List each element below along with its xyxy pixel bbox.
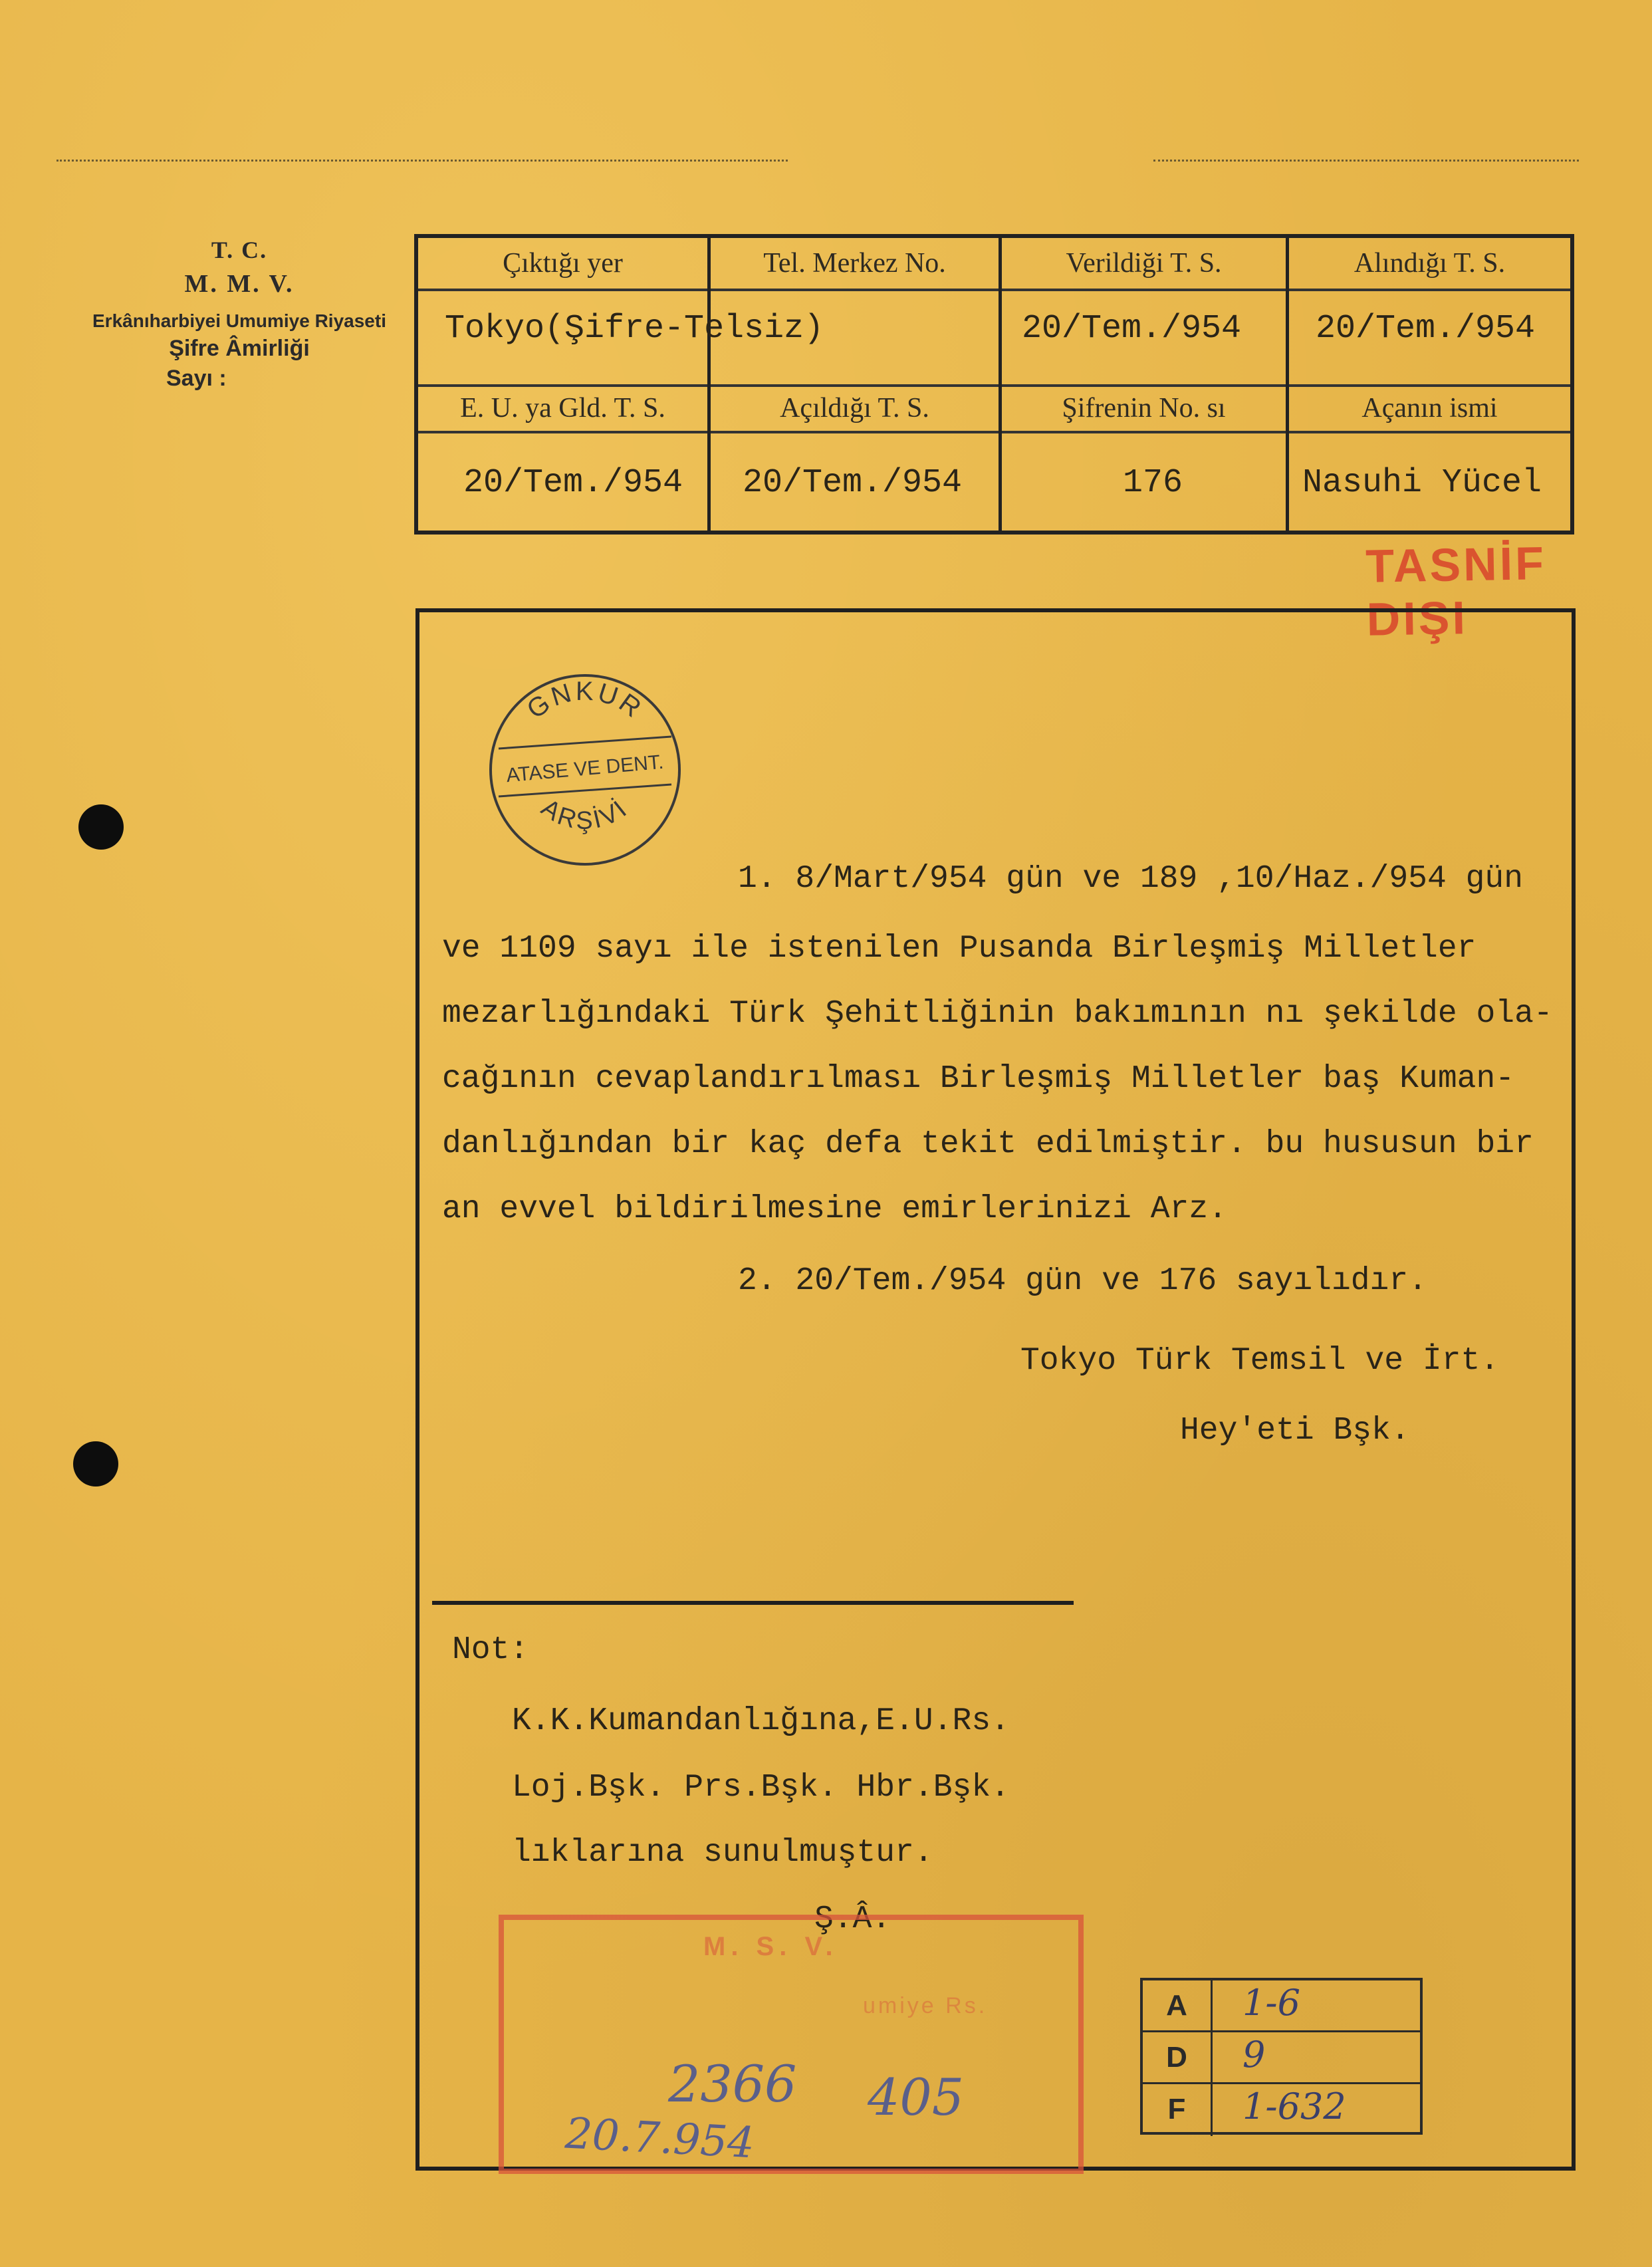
stamp-band-line [499,784,671,796]
classification-stamp: TASNİF DIŞI [1365,537,1547,646]
punch-hole [78,804,124,850]
sender-block [70,236,409,392]
label-received-date: Alındığı T. S. [1354,248,1506,279]
label-tel-center: Tel. Merkez No. [763,248,946,279]
filing-key: D [1143,2032,1213,2082]
label-given-date: Verildiği T. S. [1066,248,1222,279]
filing-key: F [1143,2084,1213,2136]
message-line: mezarlığındaki Türk Şehitliğinin bakımının nı şekilde ola- [442,996,1553,1032]
signature-line-1: Tokyo Türk Temsil ve İrt. [1020,1343,1500,1379]
filing-key: A [1143,1980,1213,2030]
dotted-rule-left [57,160,788,162]
handwritten-number: 2366 [668,2054,797,2113]
stamp-band-line [499,737,671,749]
value-given-date: 20/Tem./954 [1022,310,1242,348]
value-origin: Tokyo(Şifre-Telsiz) [445,310,824,348]
message-line: 2. 20/Tem./954 gün ve 176 sayılıdır. [738,1263,1427,1299]
filing-box [1140,1978,1423,2135]
stamp-bottom-text: ARŞİVİ [536,793,634,835]
stamp-top-text: GNKUR [521,676,649,725]
filing-value: 9 [1242,2034,1266,2076]
message-line: danlığından bir kaç defa tekit edilmiştir. bu hususun bir [442,1126,1534,1162]
filing-value: 1-6 [1242,1982,1300,2024]
message-line: cağının cevaplandırılması Birleşmiş Milletler baş Kuman- [442,1061,1515,1097]
sender-office: Şifre Âmirliği [169,336,310,361]
value-opener-name: Nasuhi Yücel [1302,464,1542,502]
sender-country: T. C. [211,237,268,263]
header-rule [418,384,1570,387]
handwritten-date: 20.7.954 [564,2109,756,2169]
signature-line-2: Hey'eti Bşk. [1180,1413,1410,1449]
label-opened-date: Açıldığı T. S. [780,393,929,423]
archive-stamp [485,670,685,870]
note-line: Loj.Bşk. Prs.Bşk. Hbr.Bşk. [512,1770,1010,1806]
sender-number-label: Sayı : [166,366,227,391]
header-divider [999,238,1002,531]
value-eu-date: 20/Tem./954 [463,464,683,502]
header-rule [418,431,1570,433]
header-divider [707,238,711,531]
header-rule [418,289,1570,291]
note-initials: Ş.Â. [814,1901,891,1937]
note-line: K.K.Kumandanlığına,E.U.Rs. [512,1703,1010,1739]
note-line: lıklarına sunulmuştur. [512,1835,933,1871]
note-separator [432,1601,1074,1605]
stamp-middle-text: ATASE VE DENT. [505,751,665,787]
label-origin: Çıktığı yer [503,248,623,279]
receipt-stamp-title: M. S. V. [703,1932,838,1961]
value-cipher-no: 176 [1123,464,1183,502]
sender-ministry: M. M. V. [184,270,295,298]
filing-row [1143,2032,1420,2084]
receipt-stamp-subtitle: umiye Rs. [863,1993,988,2018]
punch-hole [73,1441,118,1487]
dotted-rule-right [1153,160,1579,162]
filing-row [1143,2084,1420,2136]
sender-department: Erkânıharbiyei Umumiye Riyaseti [92,310,386,331]
note-label: Not: [452,1632,529,1668]
message-line: an evvel bildirilmesine emirlerinizi Arz. [442,1191,1227,1227]
message-line: ve 1109 sayı ile istenilen Pusanda Birleşmiş Milletler [442,931,1476,967]
handwritten-code: 405 [868,2068,965,2127]
message-line: 1. 8/Mart/954 gün ve 189 ,10/Haz./954 gün [738,861,1523,897]
filing-value: 1-632 [1242,2086,1346,2127]
filing-row [1143,1980,1420,2032]
label-eu-date: E. U. ya Gld. T. S. [460,393,665,423]
header-divider [1286,238,1289,531]
value-opened-date: 20/Tem./954 [743,464,963,502]
header-table [414,234,1574,535]
value-received-date: 20/Tem./954 [1316,310,1536,348]
label-opener-name: Açanın ismi [1361,393,1498,423]
label-cipher-no: Şifrenin No. sı [1062,393,1226,423]
